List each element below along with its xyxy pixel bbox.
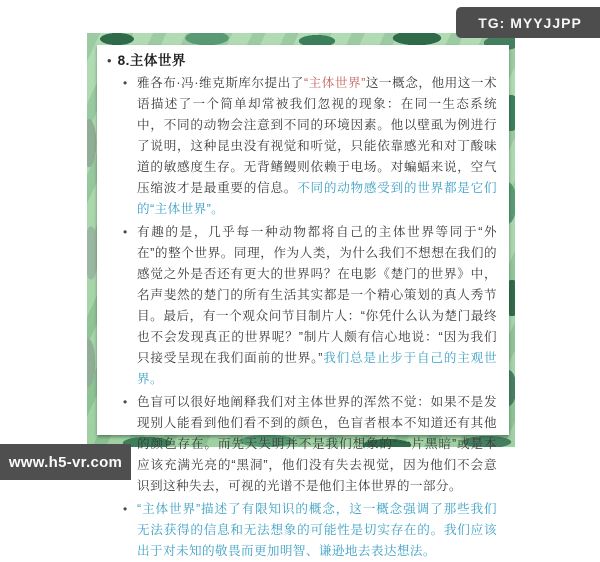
- paragraph-segment-normal: 雅各布·冯·维克斯库尔提出了: [137, 76, 304, 90]
- title-bullet-icon: •: [107, 53, 112, 68]
- list-item: [121, 392, 497, 497]
- page-title: 8.主体世界: [117, 53, 186, 68]
- list-item: [121, 499, 497, 562]
- telegram-badge: [456, 7, 600, 38]
- note-title-row: [107, 52, 497, 70]
- note-card: [97, 45, 509, 558]
- list-item: [121, 73, 497, 220]
- telegram-badge-label: TG: MYYJJPP: [478, 14, 582, 31]
- watermark: [0, 444, 131, 480]
- watermark-label: www.h5-vr.com: [8, 453, 123, 471]
- paragraph-segment-teal: “主体世界”描述了有限知识的概念，这一概念强调了那些我们无法获得的信息和无法想象的可能性是切实存在的。我们应该出于对未知的敬畏而更加明智、谦逊地去表达想法。: [137, 502, 497, 558]
- paragraph-segment-teal: 不同的动物感受到的世界都是它们的“主体世界”。: [137, 181, 497, 216]
- paragraph-segment-normal: 色盲可以很好地阐释我们对主体世界的浑然不觉：如果不是发现别人能看到他们看不到的颜色，色盲者根本不知道还有其他的颜色存在。而先天失明并不是我们想象的“一片黑暗”或是本应该充满光亮的“黑洞”，他们没有失去视觉，因为他们不会意识到这种失去，可视的光谱不是他们主体世界的一部分。: [137, 395, 497, 493]
- paragraph-segment-normal: 这一概念，他用这一术语描述了一个简单却常被我们忽视的现象：在同一生态系统中，不同的动物会注意到不同的环境因素。他以壁虱为例进行了说明，这种昆虫没有视觉和听觉，只能依靠感光和对丁酸味道的敏感度生存。无背鳍鳗则依赖于电场。对蝙蝠来说，空气压缩波才是最重要的信息。: [137, 76, 497, 195]
- paragraph-segment-teal: 我们总是止步于自己的主观世界。: [137, 351, 497, 386]
- bullet-list: [107, 73, 497, 562]
- green-photo-background: [87, 33, 515, 558]
- paragraph-segment-red: “主体世界”: [303, 76, 366, 90]
- paragraph-segment-normal: 有趣的是，几乎每一种动物都将自己的主体世界等同于“外在”的整个世界。同理，作为人类，为什么我们不想想在我们的感觉之外是否还有更大的世界吗？在电影《楚门的世界》中，名声斐然的楚门的所有生活其实都是一个精心策划的真人秀节目。最后，有一个观众问节目制片人：“你凭什么认为楚门最终也不会发现真正的世界呢？”制片人颇有信心地说：“因为我们只接受呈现在我们面前的世界。”: [137, 225, 497, 365]
- list-item: [121, 222, 497, 390]
